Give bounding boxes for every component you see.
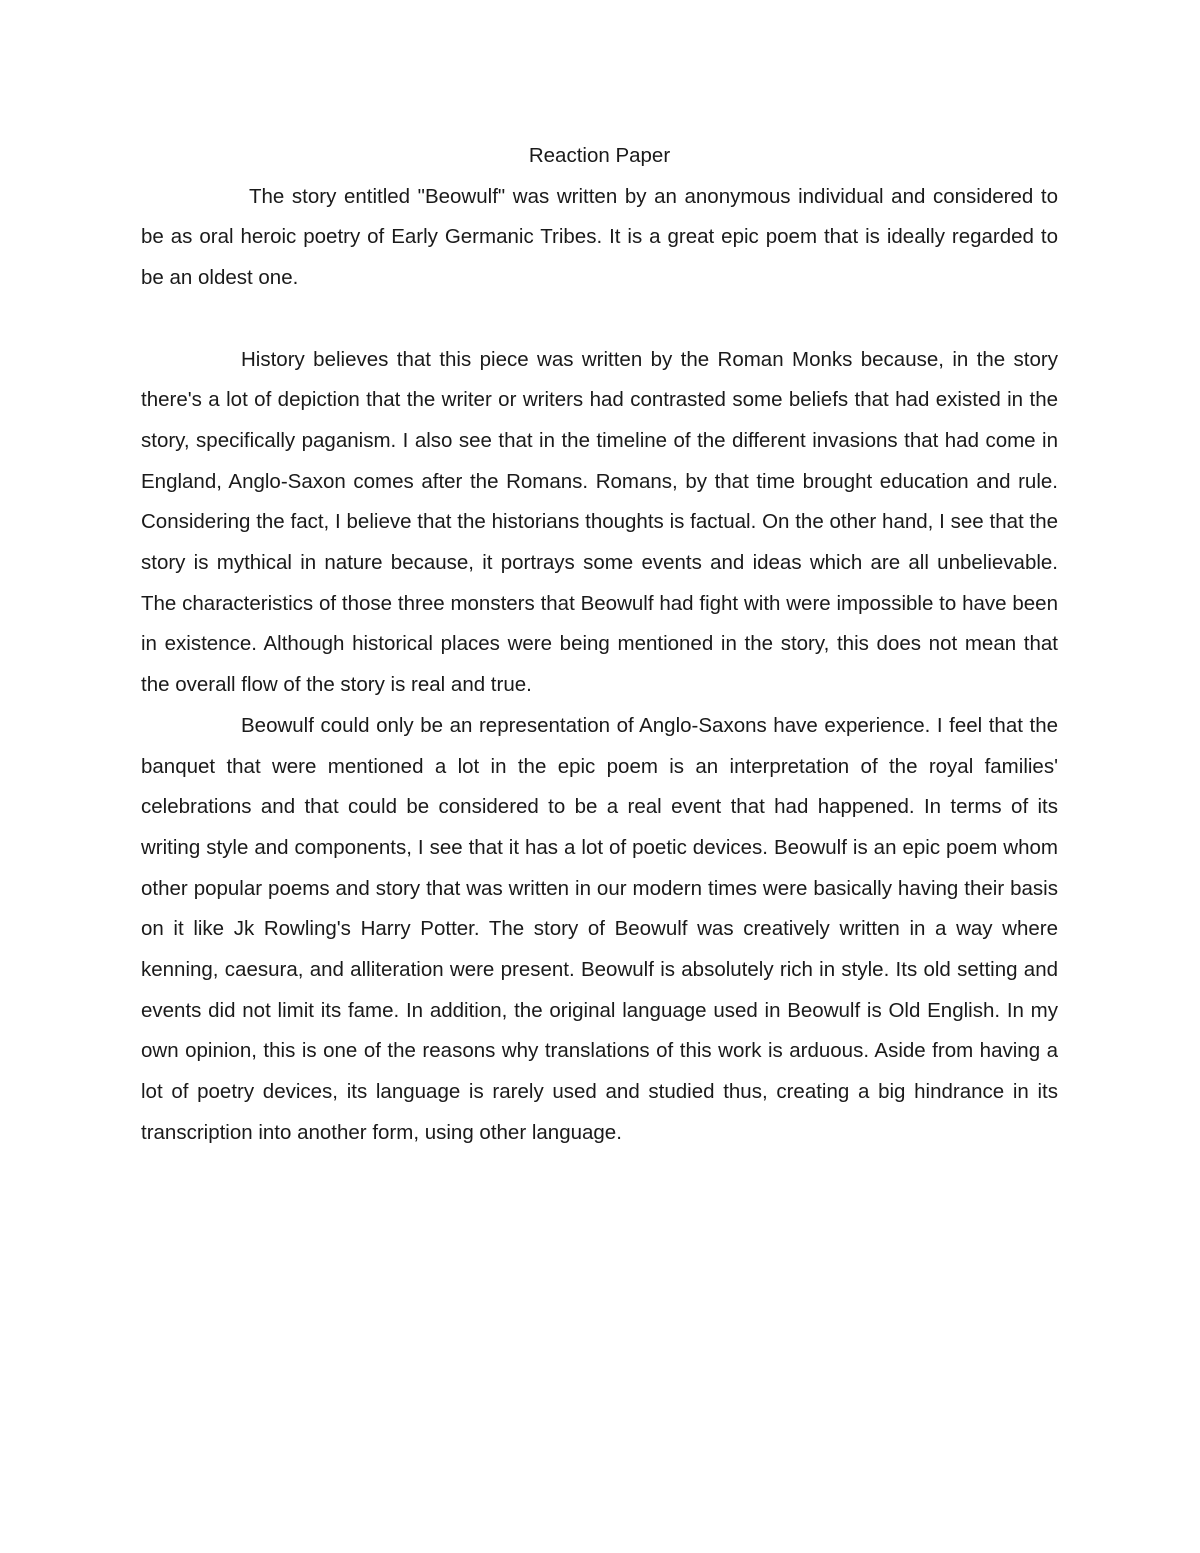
document-body <box>141 136 1058 1154</box>
paragraph-intro: The story entitled "Beowulf" was written by an anonymous individual and considered to be as oral heroic poetry of Early Germanic Tribes. It is a great epic poem that is ideally regarded to be an oldest one. <box>141 184 1058 290</box>
paragraph-analysis: Beowulf could only be an representation of Anglo-Saxons have experience. I feel that the banquet that were mentioned a lot in the epic poem is an interpretation of the royal families' celebrations and that could be considered to be a real event that had happened. In terms of its writing style and components, I see that it has a lot of poetic devices. Beowulf is an epic poem whom other popular poems and story that was written in our modern times were basically having their basis on it like Jk Rowling's Harry Potter. The story of Beowulf was creatively written in a way where kenning, caesura, and alliteration were present. Beowulf is absolutely rich in style. Its old setting and events did not limit its fame. In addition, the original language used in Beowulf is Old English. In my own opinion, this is one of the reasons why translations of this work is arduous. Aside from having a lot of poetry devices, its language is rarely used and studied thus, creating a big hindrance in its transcription into another form, using other language. <box>141 713 1058 1144</box>
paragraph-history: History believes that this piece was written by the Roman Monks because, in the story there's a lot of depiction that the writer or writers had contrasted some beliefs that had existed in the story, specifically paganism. I also see that in the timeline of the different invasions that had come in England, Anglo-Saxon comes after the Romans. Romans, by that time brought education and rule. Considering the fact, I believe that the historians thoughts is factual. On the other hand, I see that the story is mythical in nature because, it portrays some events and ideas which are all unbelievable. The characteristics of those three monsters that Beowulf had fight with were impossible to have been in existence. Although historical places were being mentioned in the story, this does not mean that the overall flow of the story is real and true. <box>141 347 1058 697</box>
paragraph-spacer <box>141 299 1058 340</box>
document-title: Reaction Paper <box>528 144 671 167</box>
